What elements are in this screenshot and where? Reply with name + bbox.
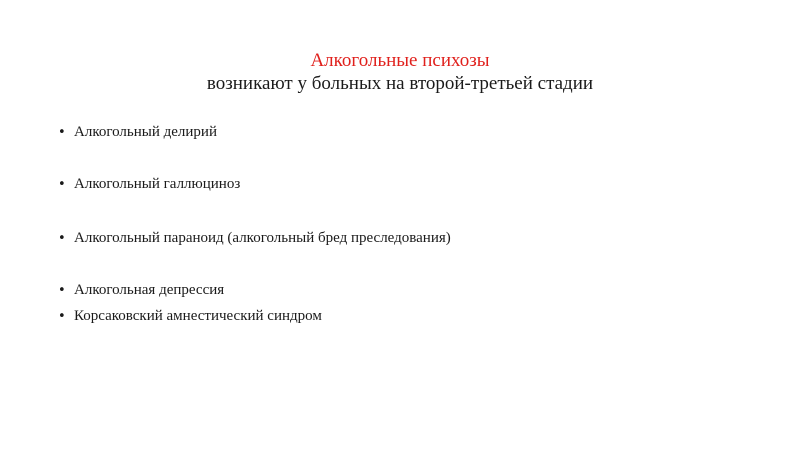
bullet-icon: • xyxy=(58,309,66,324)
bullet-icon: • xyxy=(58,177,66,192)
title-subheading: возникают у больных на второй-третьей стадии xyxy=(206,73,594,94)
list-item-text: Алкогольный делирий xyxy=(74,124,217,140)
list-item-text: Алкогольная депрессия xyxy=(74,282,225,298)
list-item xyxy=(58,174,240,195)
list-item-text: Корсаковский амнестический синдром xyxy=(74,308,322,324)
title-heading: Алкогольные психозы xyxy=(310,50,490,71)
bullet-icon: • xyxy=(58,231,66,246)
slide-title xyxy=(0,50,800,96)
list-item xyxy=(58,306,322,327)
list-item xyxy=(58,122,217,143)
list-item-text: Алкогольный параноид (алкогольный бред преследования) xyxy=(74,230,451,246)
bullet-icon: • xyxy=(58,283,66,298)
bullet-icon: • xyxy=(58,125,66,140)
list-item xyxy=(58,228,451,249)
list-item-text: Алкогольный галлюциноз xyxy=(74,176,241,192)
list-item xyxy=(58,280,224,301)
